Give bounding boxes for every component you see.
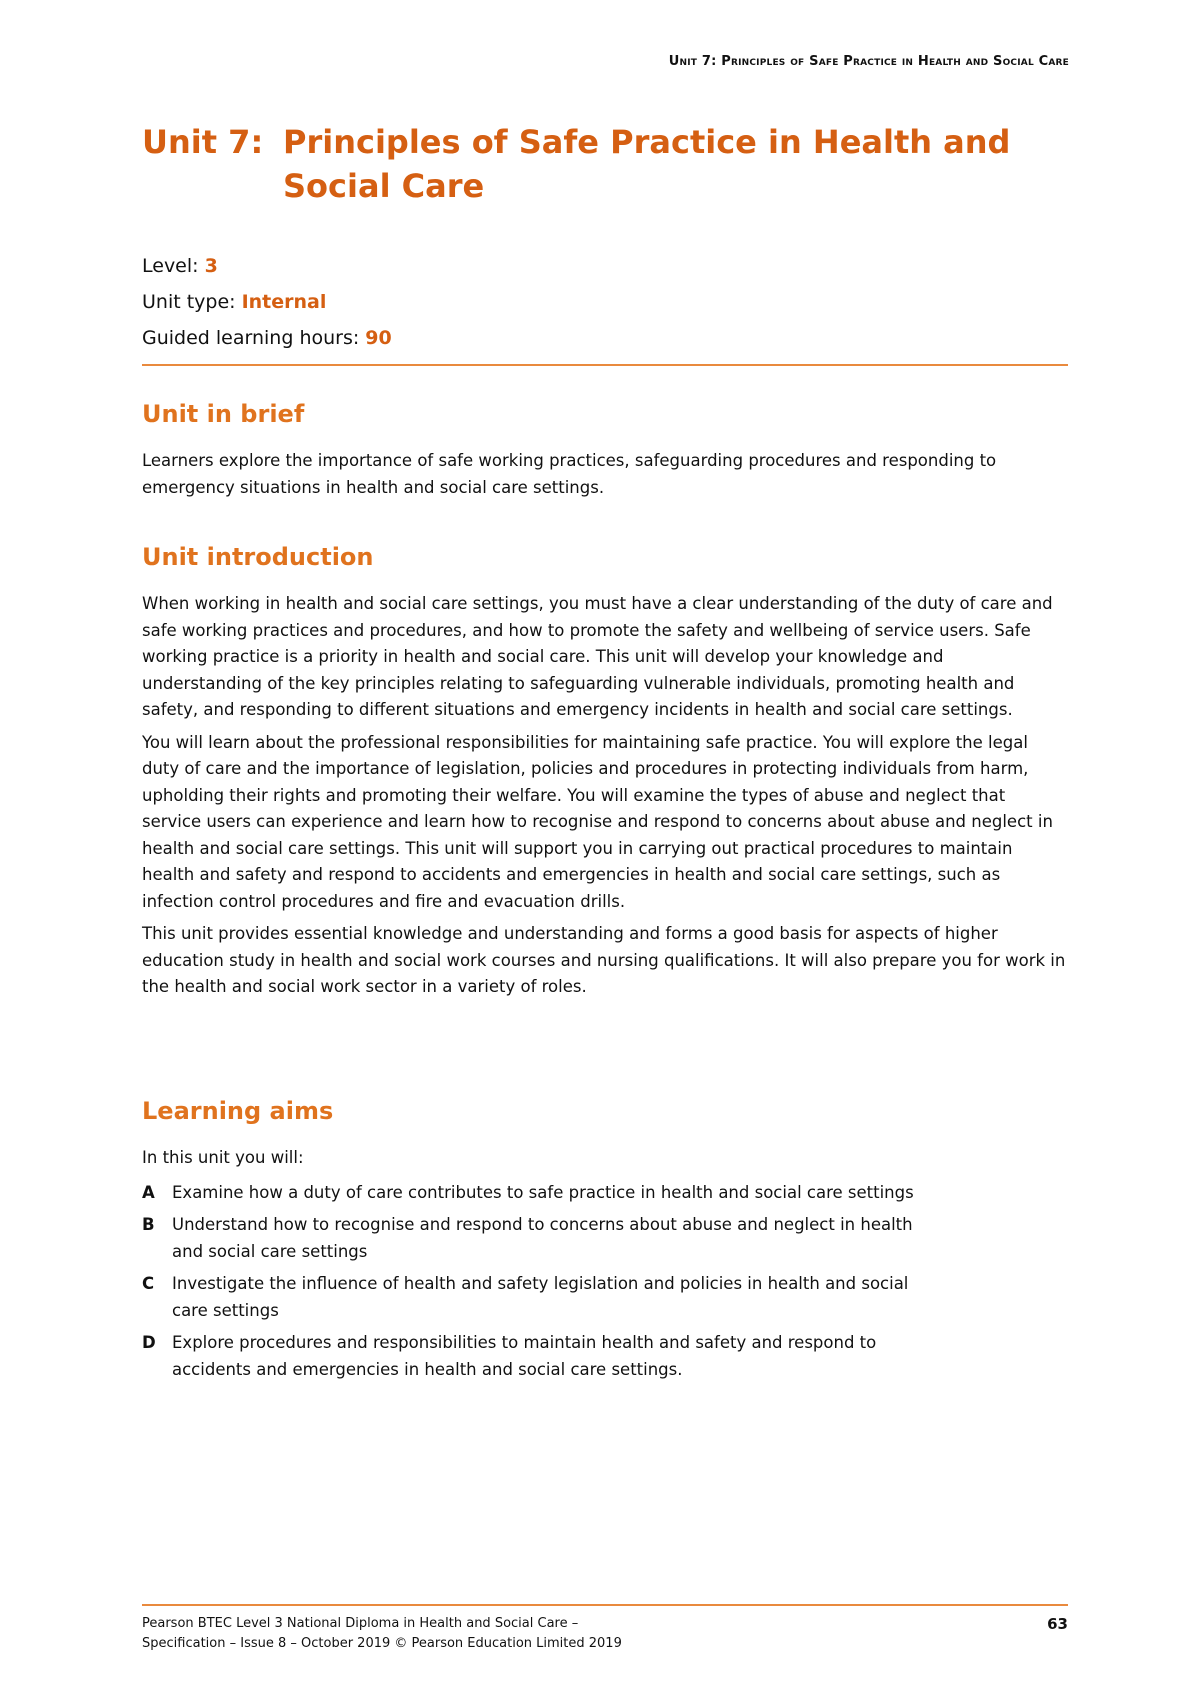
unit-type-label: Unit type: — [142, 291, 236, 313]
unit-title — [142, 120, 1092, 208]
learning-aim-item — [142, 1212, 942, 1265]
level-label: Level: — [142, 255, 199, 277]
level-row — [142, 248, 1068, 284]
aim-text: Understand how to recognise and respond to concerns about abuse and neglect in health and social care settings — [172, 1215, 913, 1261]
aim-text: Investigate the influence of health and safety legislation and policies in health and social care settings — [172, 1274, 909, 1320]
unit-meta — [142, 248, 1068, 366]
running-header: Unit 7: Principles of Safe Practice in Health and Social Care — [668, 54, 1069, 69]
unit-number: Unit 7: — [142, 123, 264, 161]
learning-aim-item — [142, 1180, 942, 1207]
learning-aims-heading: Learning aims — [142, 1097, 334, 1125]
intro-paragraph: You will learn about the professional responsibilities for maintaining safe practice. You will explore the legal duty of care and the importance of legislation, policies and procedures in protecting individuals from harm, upholding their rights and promoting their welfare. You will examine the types of abuse and neglect that service users can experience and learn how to recognise and respond to concerns about abuse and neglect in health and social care settings. This unit will support you in carrying out practical procedures to maintain health and safety and respond to accidents and emergencies in health and social care settings, such as infection control procedures and fire and evacuation drills. — [142, 732, 1053, 911]
footer-line2: Specification – Issue 8 – October 2019 © Pearson Education Limited 2019 — [142, 1636, 622, 1651]
learning-aim-item — [142, 1330, 942, 1383]
unit-introduction-heading: Unit introduction — [142, 543, 374, 571]
footer-text — [142, 1614, 622, 1654]
unit-in-brief-text: Learners explore the importance of safe working practices, safeguarding procedures and responding to emergency situations in health and social care settings. — [142, 451, 997, 497]
learning-aim-item — [142, 1271, 942, 1324]
learning-aims-section — [142, 1095, 1068, 1389]
aim-letter: C — [142, 1274, 155, 1293]
level-value: 3 — [204, 255, 218, 277]
learning-aims-list — [142, 1180, 942, 1384]
aim-text: Examine how a duty of care contributes to safe practice in health and social care settings — [172, 1182, 914, 1202]
intro-paragraph: This unit provides essential knowledge and understanding and forms a good basis for aspects of higher education study in health and social work courses and nursing qualifications. It will also prepare you for work in the health and social work sector in a variety of roles. — [142, 924, 1066, 996]
aim-letter: A — [142, 1182, 155, 1202]
unit-title-line1: Principles of Safe Practice in Health and — [283, 123, 1011, 161]
aim-text: Explore procedures and responsibilities to maintain health and safety and respond to accidents and emergencies in health and social care settings. — [172, 1333, 877, 1379]
aim-letter: B — [142, 1215, 155, 1234]
unit-type-row — [142, 284, 1068, 320]
learning-aims-lead: In this unit you will: — [142, 1148, 304, 1167]
aim-letter: D — [142, 1333, 156, 1352]
unit-type-value: Internal — [241, 291, 327, 313]
unit-in-brief-section — [142, 398, 1068, 501]
unit-introduction-section — [142, 541, 1068, 1001]
unit-title-line2: Social Care — [283, 167, 485, 205]
intro-paragraph: When working in health and social care settings, you must have a clear understanding of the duty of care and safe working practices and procedures, and how to promote the safety and wellbeing of service users. Safe working practice is a priority in health and social care. This unit will develop your knowledge and understanding of the key principles relating to safeguarding vulnerable individuals, promoting health and safety, and responding to different situations and emergency incidents in health and social care settings. — [142, 594, 1053, 719]
page-footer — [142, 1604, 1068, 1654]
glh-value: 90 — [365, 327, 392, 349]
footer-line1: Pearson BTEC Level 3 National Diploma in Health and Social Care – — [142, 1616, 579, 1631]
glh-label: Guided learning hours: — [142, 327, 360, 349]
unit-in-brief-heading: Unit in brief — [142, 400, 305, 428]
glh-row — [142, 320, 1068, 356]
page-number: 63 — [1047, 1615, 1068, 1633]
